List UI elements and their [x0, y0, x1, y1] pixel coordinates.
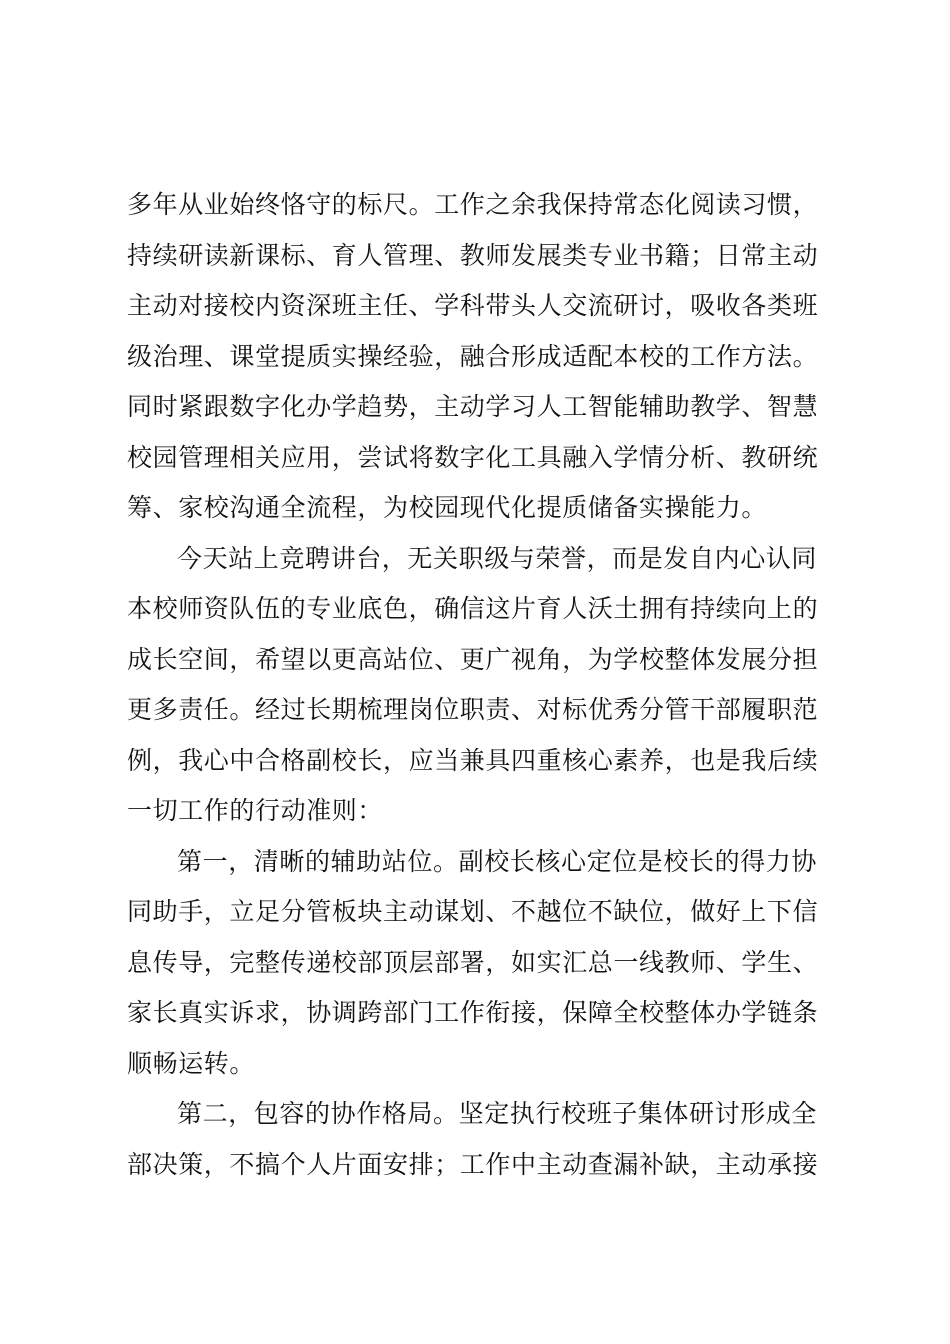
text-line: 息传导，完整传递校部顶层部署，如实汇总一线教师、学生、 — [127, 947, 819, 977]
text-line: 第二，包容的协作格局。坚定执行校班子集体研讨形成全 — [177, 1099, 818, 1128]
paragraph-1 — [127, 180, 833, 534]
text-line: 同助手，立足分管板块主动谋划、不越位不缺位，做好上下信 — [127, 897, 819, 926]
text-line: 同时紧跟数字化办学趋势，主动学习人工智能辅助教学、智慧 — [127, 392, 819, 421]
paragraph-3 — [127, 837, 833, 1090]
text-line: 今天站上竞聘讲台，无关职级与荣誉，而是发自内心认同 — [177, 543, 818, 573]
text-line: 本校师资队伍的专业底色，确信这片育人沃土拥有持续向上的 — [127, 594, 819, 623]
text-line: 筹、家校沟通全流程，为校园现代化提质储备实操能力。 — [127, 493, 768, 522]
text-line: 更多责任。经过长期梳理岗位职责、对标优秀分管干部履职范 — [127, 695, 819, 724]
paragraph-4 — [127, 1089, 833, 1190]
text-line: 一切工作的行动准则： — [127, 796, 384, 825]
text-line: 第一，清晰的辅助站位。副校长核心定位是校长的得力协 — [177, 846, 818, 876]
text-line: 例，我心中合格副校长，应当兼具四重核心素养，也是我后续 — [127, 745, 819, 775]
text-line: 持续研读新课标、育人管理、教师发展类专业书籍；日常主动 — [127, 240, 819, 270]
text-line: 家长真实诉求，协调跨部门工作衔接，保障全校整体办学链条 — [127, 998, 819, 1027]
text-line: 多年从业始终恪守的标尺。工作之余我保持常态化阅读习惯， — [127, 190, 819, 219]
text-line: 级治理、课堂提质实操经验，融合形成适配本校的工作方法。 — [127, 341, 819, 371]
text-line: 部决策，不搞个人片面安排；工作中主动查漏补缺，主动承接 — [127, 1149, 819, 1179]
text-line: 顺畅运转。 — [127, 1048, 256, 1078]
document-body — [127, 180, 833, 1190]
paragraph-2 — [127, 534, 833, 837]
text-line: 成长空间，希望以更高站位、更广视角，为学校整体发展分担 — [127, 644, 819, 674]
text-line: 校园管理相关应用，尝试将数字化工具融入学情分析、教研统 — [127, 442, 819, 472]
text-line: 主动对接校内资深班主任、学科带头人交流研讨，吸收各类班 — [127, 291, 819, 320]
